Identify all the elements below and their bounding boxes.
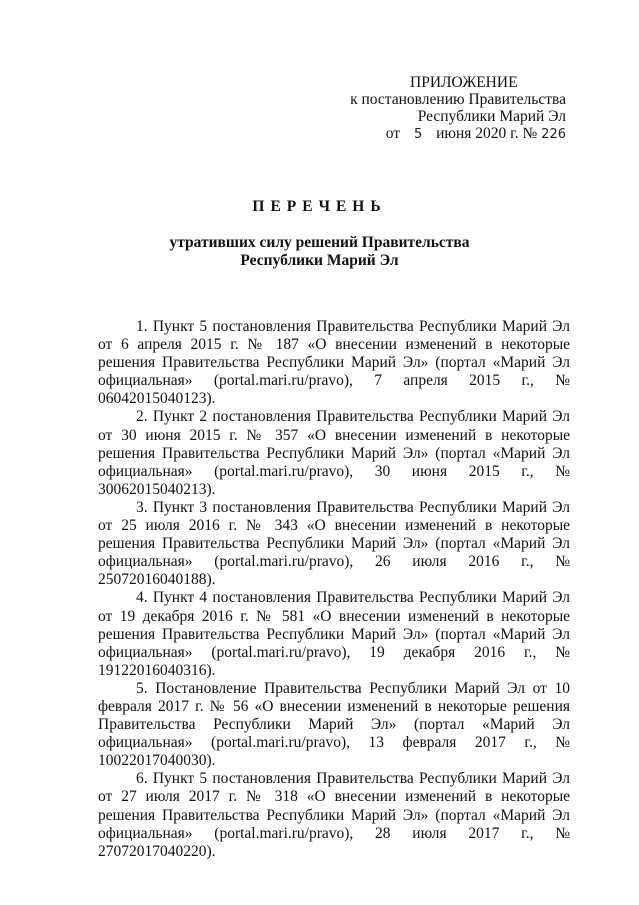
list-item: 5. Постановление Правительства Республики Марий Эл от 10 февраля 2017 г. № 56 «О внесении изменений в некоторые решения Правительства Республики Марий Эл» (портал «Марий Эл официальная» (portal.mari.ru/pravo), 13 февраля 2017 г., № 10022017040030). (98, 679, 570, 770)
appendix-resolution-line: к постановлению Правительства (350, 91, 566, 108)
date-day: 5 (413, 127, 423, 142)
list-item: 3. Пункт 3 постановления Правительства Республики Марий Эл от 25 июля 2016 г. № 343 «О внесении изменений в некоторые решения Правительства Республики Марий Эл» (портал «Марий Эл официальная» (portal.mari.ru/pravo), 26 июля 2016 г., № 25072016040188). (98, 498, 570, 589)
appendix-heading: ПРИЛОЖЕНИЕ (410, 74, 518, 91)
subtitle-line-1: утративших силу решений Правительства (169, 234, 470, 251)
list-item: 2. Пункт 2 постановления Правительства Республики Марий Эл от 30 июня 2015 г. № 357 «О внесении изменений в некоторые решения Правительства Республики Марий Эл» (портал «Марий Эл официальная» (portal.mari.ru/pravo), 30 июня 2015 г., № 30062015040213). (98, 408, 570, 498)
list-item: 6. Пункт 5 постановления Правительства Республики Марий Эл от 27 июля 2017 г. № 318 «О внесении изменений в некоторые решения Правительства Республики Марий Эл» (портал «Марий Эл официальная» (portal.mari.ru/pravo), 28 июля 2017 г., № 27072017040220). (98, 770, 570, 860)
list-item: 1. Пункт 5 постановления Правительства Республики Марий Эл от 6 апреля 2015 г. № 187 «О внесении изменений в некоторые решения Правительства Республики Марий Эл» (портал «Марий Эл официальная» (portal.mari.ru/pravo), 7 апреля 2015 г., № 06042015040123). (98, 318, 570, 408)
date-rest: июня 2020 г. № (436, 125, 538, 142)
items-list (98, 318, 570, 861)
date-number: 226 (541, 127, 566, 142)
appendix-block (330, 74, 566, 143)
subtitle-line-2: Республики Марий Эл (240, 252, 399, 269)
appendix-republic-line: Республики Марий Эл (417, 108, 566, 125)
document-title: ПЕРЕЧЕНЬ (252, 198, 387, 215)
date-prefix: от (385, 125, 401, 142)
list-item: 4. Пункт 4 постановления Правительства Республики Марий Эл от 19 декабря 2016 г. № 581 «О внесении изменений в некоторые решения Правительства Республики Марий Эл» (портал «Марий Эл официальная» (portal.mari.ru/pravo), 19 декабря 2016 г., № 19122016040316). (98, 589, 570, 679)
document-subtitle (0, 234, 639, 270)
appendix-date-line (330, 125, 566, 143)
